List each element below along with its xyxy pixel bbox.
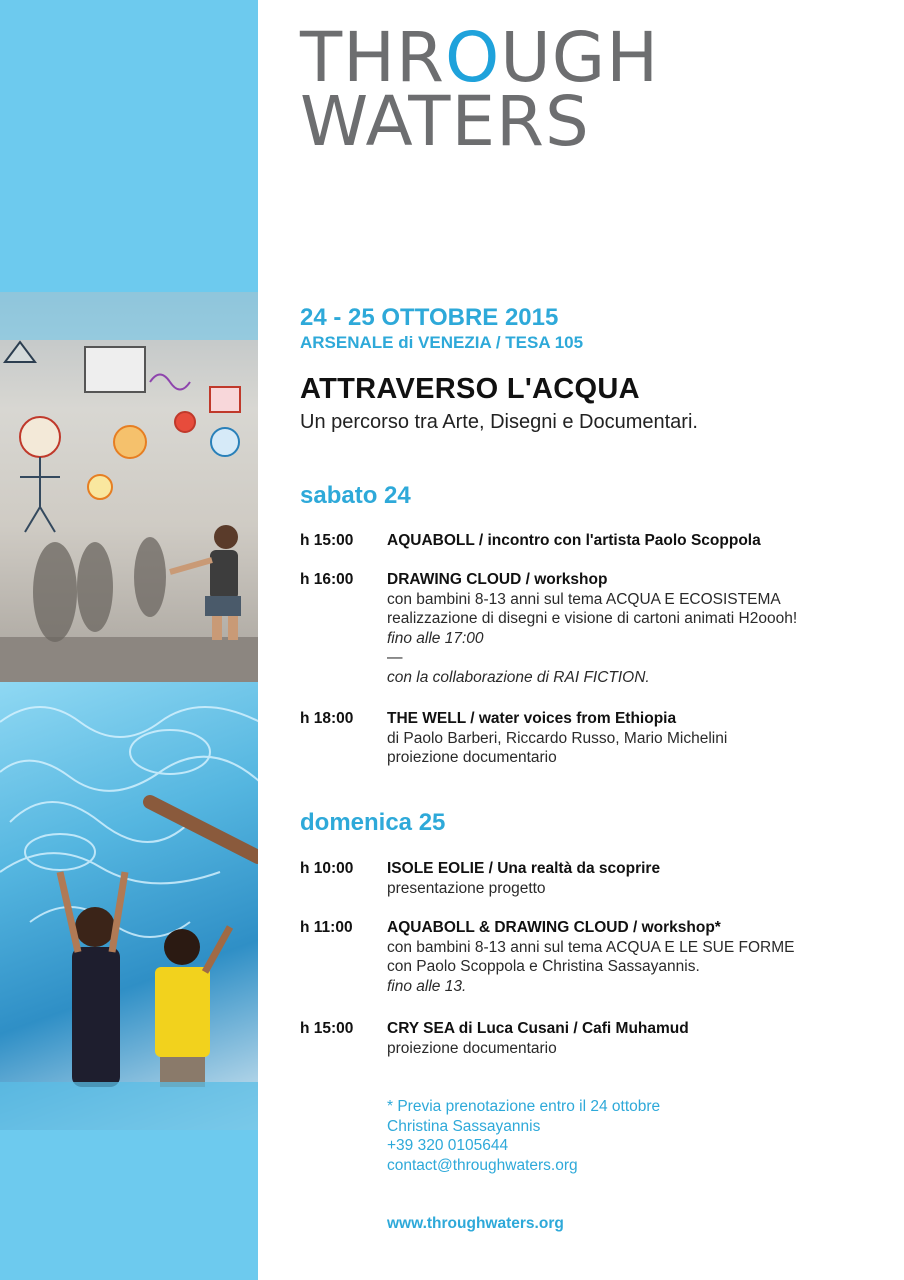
event-heading: AQUABOLL & DRAWING CLOUD / workshop* bbox=[387, 919, 721, 936]
water-drop-o-icon: O bbox=[444, 18, 501, 98]
logo-line-1: THROUGH bbox=[300, 18, 660, 98]
event-heading: DRAWING CLOUD / workshop bbox=[387, 571, 608, 588]
event-time: h 11:00 bbox=[300, 919, 353, 936]
contact-email-link[interactable]: contact@throughwaters.org bbox=[387, 1156, 578, 1174]
event-heading: ISOLE EOLIE / Una realtà da scoprire bbox=[387, 860, 661, 877]
event-time: h 15:00 bbox=[300, 1020, 354, 1037]
photo-children-drawings-wall bbox=[0, 292, 258, 682]
logo-line-2: WATERS bbox=[300, 82, 590, 162]
event-detail: proiezione documentario bbox=[387, 1039, 557, 1057]
event-dates: 24 - 25 OTTOBRE 2015 bbox=[300, 304, 559, 331]
event-detail: proiezione documentario bbox=[387, 749, 557, 766]
event-heading: CRY SEA di Luca Cusani / Cafi Muhamud bbox=[387, 1020, 689, 1037]
event-time: h 15:00 bbox=[300, 532, 354, 549]
day-heading-saturday: sabato 24 bbox=[300, 482, 411, 509]
event-note: fino alle 13. bbox=[387, 977, 467, 995]
photo1-tint-band bbox=[0, 292, 258, 340]
booking-note: * Previa prenotazione entro il 24 ottobre bbox=[387, 1098, 661, 1115]
child-girl bbox=[60, 872, 125, 1087]
contact-block bbox=[387, 1097, 660, 1175]
event-time: h 16:00 bbox=[300, 571, 354, 588]
event-time: h 18:00 bbox=[300, 710, 354, 727]
contact-name: Christina Sassayannis bbox=[387, 1117, 541, 1135]
event-subtitle: Un percorso tra Arte, Disegni e Documentari. bbox=[300, 411, 698, 433]
event-heading: THE WELL / water voices from Ethiopia bbox=[387, 710, 677, 727]
throughwaters-logo bbox=[300, 18, 660, 162]
event-note: con la collaborazione di RAI FICTION. bbox=[387, 668, 650, 686]
photo2-illustration bbox=[0, 682, 258, 1130]
shadow-figures bbox=[33, 537, 166, 642]
raised-arm bbox=[150, 802, 258, 857]
child-figure bbox=[170, 525, 241, 640]
child-boy bbox=[155, 927, 230, 1087]
contact-phone[interactable]: +39 320 0105644 bbox=[387, 1137, 509, 1154]
event-title: ATTRAVERSO L'ACQUA bbox=[300, 373, 640, 405]
event-detail: di Paolo Barberi, Riccardo Russo, Mario Michelini bbox=[387, 729, 728, 747]
event-venue: ARSENALE di VENEZIA / TESA 105 bbox=[300, 333, 584, 352]
wall-drawings bbox=[5, 342, 240, 532]
event-heading: AQUABOLL / incontro con l'artista Paolo Scoppola bbox=[387, 532, 761, 549]
event-detail: presentazione progetto bbox=[387, 879, 546, 897]
event-detail: con bambini 8-13 anni sul tema ACQUA E LE SUE FORME bbox=[387, 938, 795, 956]
photo2-tint-band bbox=[0, 1082, 258, 1130]
day-heading-sunday: domenica 25 bbox=[300, 809, 446, 836]
photo1-illustration bbox=[0, 292, 258, 682]
event-note: fino alle 17:00 bbox=[387, 629, 484, 647]
projection-waves bbox=[0, 707, 258, 937]
website-link[interactable]: www.throughwaters.org bbox=[387, 1215, 564, 1232]
event-time: h 10:00 bbox=[300, 860, 354, 877]
photo-children-projection bbox=[0, 682, 258, 1130]
event-detail: realizzazione di disegni e visione di cartoni animati H2oooh! bbox=[387, 610, 798, 627]
event-detail: con Paolo Scoppola e Christina Sassayannis. bbox=[387, 958, 700, 975]
event-dash: — bbox=[387, 649, 403, 666]
event-detail: con bambini 8-13 anni sul tema ACQUA E ECOSISTEMA bbox=[387, 590, 781, 608]
